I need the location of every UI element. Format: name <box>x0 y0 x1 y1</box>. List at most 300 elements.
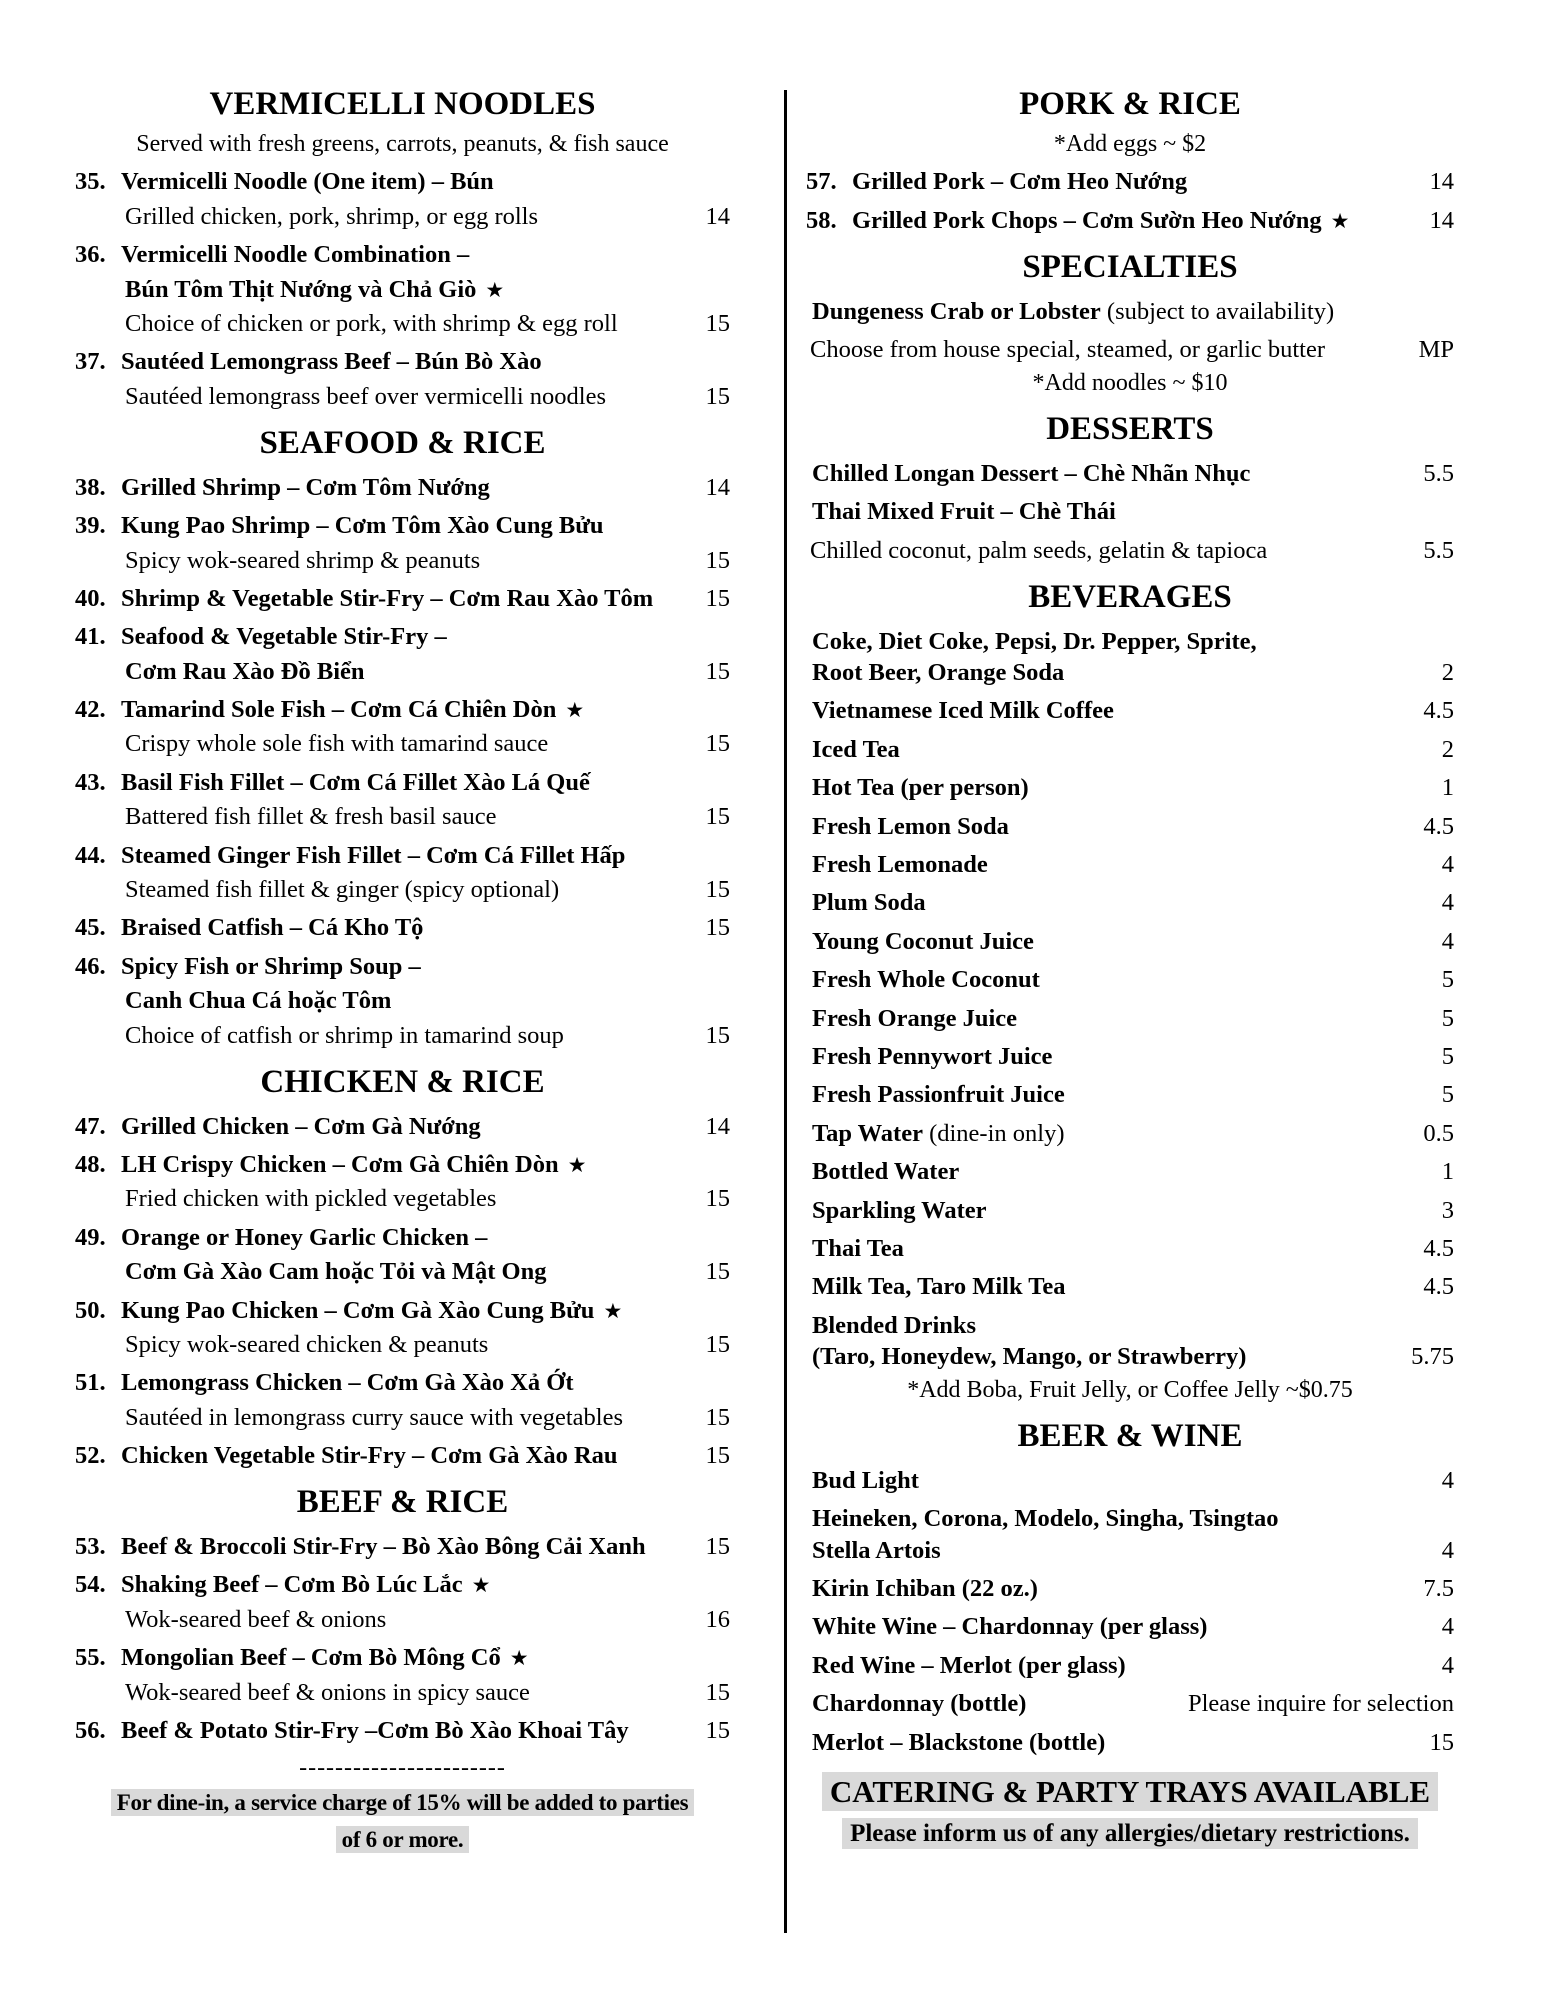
item-text <box>812 1234 904 1263</box>
item-title: Cơm Rau Xào Đồ Biển <box>125 657 365 685</box>
item-text <box>125 986 391 1015</box>
item-price: 0.5 <box>1423 1119 1454 1147</box>
menu-item-row <box>806 497 1454 526</box>
section-note: Served with fresh greens, carrots, peanuts, & fish sauce <box>136 130 669 157</box>
item-text <box>812 459 1250 488</box>
allergies-note <box>806 1819 1454 1849</box>
item-price: 15 <box>705 584 730 612</box>
item-price: 1 <box>1441 1158 1454 1186</box>
menu-item-description-row <box>75 309 730 338</box>
item-text <box>125 546 480 575</box>
item-price: 15 <box>705 803 730 831</box>
item-text <box>125 1021 564 1050</box>
item-title: Kung Pao Shrimp – Cơm Tôm Xào Cung Bửu <box>121 512 604 540</box>
menu-item-row <box>806 773 1454 802</box>
highlight-text: Please inform us of any allergies/dietary restrictions. <box>842 1818 1418 1849</box>
item-price: 4 <box>1441 1651 1454 1679</box>
menu-item-row <box>806 1651 1454 1680</box>
section-header: DESSERTS <box>1046 411 1214 448</box>
item-text <box>121 768 590 797</box>
item-description: Wok-seared beef & onions in spicy sauce <box>125 1678 530 1706</box>
menu-item-row <box>75 841 730 870</box>
item-price: 4.5 <box>1423 1273 1454 1301</box>
item-title: Bún Tôm Thịt Nướng và Chả Giò <box>125 275 477 303</box>
catering-banner <box>806 1773 1454 1810</box>
item-text <box>121 841 625 870</box>
item-title: Tamarind Sole Fish – Cơm Cá Chiên Dòn <box>121 696 557 724</box>
menu-item-row <box>806 888 1454 917</box>
menu-item-row <box>806 1311 1454 1340</box>
item-number: 55. <box>75 1644 106 1672</box>
item-title: Vietnamese Iced Milk Coffee <box>812 697 1114 725</box>
item-title: Coke, Diet Coke, Pepsi, Dr. Pepper, Sprite, <box>812 627 1257 655</box>
item-title: Shrimp & Vegetable Stir-Fry – Cơm Rau Xào Tôm <box>121 584 654 612</box>
item-text <box>812 1272 1065 1301</box>
item-text <box>812 627 1257 656</box>
menu-item-row <box>75 1643 730 1672</box>
item-text <box>125 1605 386 1634</box>
menu-item-description-row <box>75 802 730 831</box>
item-price: 4 <box>1441 889 1454 917</box>
menu-column-left <box>75 72 730 1856</box>
menu-item-row <box>806 167 1454 196</box>
section-header: BEEF & RICE <box>296 1484 509 1521</box>
item-text <box>125 1184 496 1213</box>
item-price: 4 <box>1441 1613 1454 1641</box>
menu-item-row <box>75 240 730 269</box>
menu-item-row <box>806 1689 1454 1718</box>
menu-item-row <box>806 735 1454 764</box>
item-title: Fresh Lemonade <box>812 851 988 879</box>
item-text <box>121 1441 618 1470</box>
item-text <box>121 1296 594 1325</box>
item-title: Kung Pao Chicken – Cơm Gà Xào Cung Bửu <box>121 1296 595 1324</box>
item-price: 4 <box>1441 927 1454 955</box>
item-title: Grilled Pork – Cơm Heo Nướng <box>852 168 1188 196</box>
item-number: 46. <box>75 952 106 980</box>
item-title: Fresh Whole Coconut <box>812 966 1040 994</box>
menu-item-row <box>75 695 730 724</box>
item-description: Wok-seared beef & onions <box>125 1605 387 1633</box>
section-header: BEER & WINE <box>1017 1418 1243 1455</box>
menu-item-row <box>75 1150 730 1179</box>
item-text <box>812 297 1334 326</box>
item-number: 48. <box>75 1150 106 1178</box>
item-title: Kirin Ichiban (22 oz.) <box>812 1575 1038 1603</box>
item-title: Canh Chua Cá hoặc Tôm <box>125 987 392 1015</box>
item-title: Steamed Ginger Fish Fillet – Cơm Cá Fillet Hấp <box>121 841 626 869</box>
item-price: 14 <box>705 473 730 501</box>
menu-item-description-row <box>806 335 1454 364</box>
menu-item-description-row <box>75 1403 730 1432</box>
menu-item-description-row <box>75 875 730 904</box>
item-price: 4.5 <box>1423 697 1454 725</box>
item-title: Spicy Fish or Shrimp Soup – <box>121 952 421 980</box>
menu-item-row <box>806 1196 1454 1225</box>
item-text <box>121 1223 487 1252</box>
item-price: 14 <box>1429 168 1454 196</box>
item-text <box>121 473 490 502</box>
item-title: Grilled Chicken – Cơm Gà Nướng <box>121 1112 481 1140</box>
item-text <box>812 1536 941 1565</box>
item-number: 57. <box>806 168 837 196</box>
item-description: Battered fish fillet & fresh basil sauce <box>125 803 497 831</box>
item-title: Stella Artois <box>812 1536 941 1564</box>
item-text <box>812 1612 1207 1641</box>
item-number: 53. <box>75 1533 106 1561</box>
section-header: SEAFOOD & RICE <box>259 425 546 462</box>
item-text <box>121 1368 574 1397</box>
item-number: 38. <box>75 473 106 501</box>
menu-item-description-row <box>75 1605 730 1634</box>
item-price: 5 <box>1441 966 1454 994</box>
item-text <box>121 952 421 981</box>
item-price: 15 <box>705 914 730 942</box>
item-price: 15 <box>705 1185 730 1213</box>
menu-item-row <box>806 658 1454 687</box>
item-price: 3 <box>1441 1196 1454 1224</box>
item-description: Spicy wok-seared chicken & peanuts <box>125 1330 489 1358</box>
menu-item-row <box>806 812 1454 841</box>
menu-item-row <box>806 206 1454 235</box>
item-title: Fresh Orange Juice <box>812 1004 1018 1032</box>
menu-item-row <box>806 965 1454 994</box>
menu-item-row <box>806 1466 1454 1495</box>
item-title: Bud Light <box>812 1466 919 1494</box>
item-number: 36. <box>75 241 106 269</box>
menu-item-row <box>75 167 730 196</box>
item-title: Chardonnay (bottle) <box>812 1690 1027 1718</box>
item-title: Plum Soda <box>812 889 926 917</box>
menu-item-row <box>806 850 1454 879</box>
item-title: Chilled Longan Dessert – Chè Nhãn Nhục <box>812 459 1251 487</box>
item-text <box>812 735 900 764</box>
item-description: Fried chicken with pickled vegetables <box>125 1185 497 1213</box>
item-title: Chicken Vegetable Stir-Fry – Cơm Gà Xào Rau <box>121 1442 618 1470</box>
price-note: Please inquire for selection <box>1187 1690 1454 1718</box>
item-text <box>812 1466 919 1495</box>
item-price: 5.5 <box>1423 536 1454 564</box>
item-text <box>125 802 496 831</box>
item-price: MP <box>1418 336 1454 364</box>
item-text <box>121 1716 629 1745</box>
item-text <box>810 536 1267 565</box>
item-price: 15 <box>705 1717 730 1745</box>
item-text <box>121 622 447 651</box>
item-number: 44. <box>75 841 106 869</box>
item-price: 15 <box>705 309 730 337</box>
item-description: Crispy whole sole fish with tamarind sauce <box>125 730 549 758</box>
item-text <box>121 584 653 613</box>
menu-item-description-row <box>75 1678 730 1707</box>
menu-item-row <box>806 927 1454 956</box>
menu-item-row <box>75 768 730 797</box>
item-text <box>121 1532 646 1561</box>
item-price: 4 <box>1441 851 1454 879</box>
item-price: 15 <box>705 1403 730 1431</box>
menu-item-row <box>806 1728 1454 1757</box>
menu-item-row <box>75 347 730 376</box>
item-price: 5.5 <box>1423 459 1454 487</box>
item-text <box>812 1157 959 1186</box>
menu-item-row <box>806 1536 1454 1565</box>
item-title: Beef & Broccoli Stir-Fry – Bò Xào Bông Cải Xanh <box>121 1533 646 1561</box>
item-price: 7.5 <box>1423 1575 1454 1603</box>
item-number: 50. <box>75 1296 106 1324</box>
item-title: White Wine – Chardonnay (per glass) <box>812 1613 1208 1641</box>
item-number: 45. <box>75 914 106 942</box>
item-title: Braised Catfish – Cá Kho Tộ <box>121 914 424 942</box>
section-header: PORK & RICE <box>1019 86 1241 122</box>
item-text <box>812 1574 1038 1603</box>
item-description: Grilled chicken, pork, shrimp, or egg rolls <box>125 202 539 230</box>
menu-item-row <box>75 511 730 540</box>
menu-item-description-row <box>75 382 730 411</box>
item-text <box>812 850 988 879</box>
menu-item-row <box>806 627 1454 656</box>
service-charge-line <box>75 1786 730 1819</box>
item-title: Mongolian Beef – Cơm Bò Mông Cổ <box>121 1644 501 1672</box>
section-header: VERMICELLI NOODLES <box>209 86 596 122</box>
item-text <box>121 695 556 724</box>
menu-item-row <box>806 1234 1454 1263</box>
item-text <box>812 965 1040 994</box>
menu-item-row <box>75 1532 730 1561</box>
item-text <box>125 202 538 231</box>
item-text <box>852 167 1187 196</box>
item-title: Sautéed Lemongrass Beef – Bún Bò Xào <box>121 348 542 376</box>
item-text <box>125 1678 530 1707</box>
item-text <box>812 1004 1017 1033</box>
item-text <box>121 240 469 269</box>
item-text <box>121 1570 463 1599</box>
item-price: 5.75 <box>1411 1343 1454 1371</box>
star-icon: ★ <box>603 1298 623 1323</box>
section-header: BEVERAGES <box>1028 579 1232 616</box>
item-title: Bottled Water <box>812 1158 960 1186</box>
item-text <box>121 1643 501 1672</box>
item-title: Root Beer, Orange Soda <box>812 659 1065 687</box>
item-price: 15 <box>705 1678 730 1706</box>
item-title: Orange or Honey Garlic Chicken – <box>121 1223 488 1251</box>
item-text <box>121 347 542 376</box>
item-title: Grilled Pork Chops – Cơm Sườn Heo Nướng <box>852 206 1322 234</box>
menu-item-row <box>75 1112 730 1141</box>
section-header: SPECIALTIES <box>1022 249 1238 286</box>
item-number: 41. <box>75 623 106 651</box>
item-text <box>125 875 559 904</box>
item-title: Thai Tea <box>812 1234 904 1262</box>
item-price: 4.5 <box>1423 812 1454 840</box>
item-text <box>810 335 1325 364</box>
item-title: Dungeness Crab or Lobster <box>812 297 1101 325</box>
highlight-text: CATERING & PARTY TRAYS AVAILABLE <box>822 1772 1438 1811</box>
item-price: 15 <box>705 546 730 574</box>
menu-item-row <box>75 1441 730 1470</box>
item-number: 42. <box>75 696 106 724</box>
highlight-text: of 6 or more. <box>336 1826 470 1853</box>
item-title: LH Crispy Chicken – Cơm Gà Chiên Dòn <box>121 1150 559 1178</box>
item-title: Basil Fish Fillet – Cơm Cá Fillet Xào Lá Quế <box>121 768 590 796</box>
star-icon: ★ <box>1330 208 1350 233</box>
menu-item-description-row <box>75 1184 730 1213</box>
menu-item-description-row <box>75 1330 730 1359</box>
item-text <box>125 275 476 304</box>
item-description: Choice of chicken or pork, with shrimp & egg roll <box>125 309 618 337</box>
item-title: Lemongrass Chicken – Cơm Gà Xào Xả Ớt <box>121 1369 574 1397</box>
highlight-text: For dine-in, a service charge of 15% will be added to parties <box>111 1789 695 1816</box>
menu-item-row <box>806 1342 1454 1371</box>
item-text <box>812 1080 1065 1109</box>
item-title: Iced Tea <box>812 735 900 763</box>
item-text <box>812 1689 1026 1718</box>
item-title: Shaking Beef – Cơm Bò Lúc Lắc <box>121 1571 463 1599</box>
menu-item-row <box>75 622 730 651</box>
item-title: (Taro, Honeydew, Mango, or Strawberry) <box>812 1343 1247 1371</box>
item-price: 1 <box>1441 774 1454 802</box>
item-text <box>125 1257 546 1286</box>
menu-item-row <box>806 297 1454 326</box>
menu-item-row <box>806 1504 1454 1533</box>
item-title: Red Wine – Merlot (per glass) <box>812 1651 1126 1679</box>
menu-item-row <box>75 1716 730 1745</box>
item-text <box>121 511 604 540</box>
item-text <box>125 657 365 686</box>
item-title: Milk Tea, Taro Milk Tea <box>812 1273 1066 1301</box>
item-qualifier: (dine-in only) <box>922 1119 1065 1147</box>
menu-item-row <box>806 1612 1454 1641</box>
item-price: 4 <box>1441 1536 1454 1564</box>
service-charge-note <box>75 1786 730 1856</box>
menu-item-row <box>806 696 1454 725</box>
item-title: Fresh Lemon Soda <box>812 812 1009 840</box>
item-number: 35. <box>75 168 106 196</box>
item-price: 16 <box>705 1605 730 1633</box>
item-price: 15 <box>705 382 730 410</box>
section-note: *Add Boba, Fruit Jelly, or Coffee Jelly ~$0.75 <box>907 1376 1353 1403</box>
item-text <box>852 206 1322 235</box>
menu-item-row <box>75 1296 730 1325</box>
item-text <box>125 382 606 411</box>
menu-item-row <box>75 1368 730 1397</box>
item-price: 15 <box>705 657 730 685</box>
menu-item-subtitle-row <box>75 986 730 1015</box>
menu-item-row <box>75 1223 730 1252</box>
menu-item-row <box>806 1080 1454 1109</box>
item-title: Thai Mixed Fruit – Chè Thái <box>812 498 1116 526</box>
menu-item-subtitle-row <box>75 1257 730 1286</box>
item-text <box>812 812 1009 841</box>
item-text <box>812 658 1064 687</box>
menu-item-subtitle-row <box>75 275 730 304</box>
item-text <box>121 1112 481 1141</box>
item-text <box>812 1342 1246 1371</box>
item-number: 56. <box>75 1717 106 1745</box>
menu-item-row <box>806 459 1454 488</box>
item-title: Blended Drinks <box>812 1311 977 1339</box>
item-text <box>812 1196 986 1225</box>
item-text <box>812 1119 1065 1148</box>
menu-item-row <box>806 1004 1454 1033</box>
item-text <box>812 927 1034 956</box>
item-title: Tap Water <box>812 1119 923 1147</box>
item-title: Vermicelli Noodle Combination – <box>121 241 470 269</box>
star-icon: ★ <box>485 277 505 302</box>
item-number: 49. <box>75 1223 106 1251</box>
star-icon: ★ <box>471 1573 491 1598</box>
menu-item-description-row <box>75 202 730 231</box>
item-title: Cơm Gà Xào Cam hoặc Tỏi và Mật Ong <box>125 1258 547 1286</box>
item-title: Merlot – Blackstone (bottle) <box>812 1728 1106 1756</box>
item-text <box>812 696 1114 725</box>
menu-item-description-row <box>75 546 730 575</box>
menu-item-row <box>806 1574 1454 1603</box>
item-title: Seafood & Vegetable Stir-Fry – <box>121 623 447 651</box>
item-price: 15 <box>705 1330 730 1358</box>
item-title: Sparkling Water <box>812 1196 987 1224</box>
item-description: Chilled coconut, palm seeds, gelatin & tapioca <box>810 536 1268 564</box>
section-note: *Add eggs ~ $2 <box>1053 130 1207 157</box>
item-text <box>812 888 926 917</box>
item-price: 14 <box>705 202 730 230</box>
item-description: Steamed fish fillet & ginger (spicy optional) <box>125 876 560 904</box>
item-number: 43. <box>75 768 106 796</box>
item-description: Spicy wok-seared shrimp & peanuts <box>125 546 481 574</box>
item-number: 37. <box>75 348 106 376</box>
menu-item-row <box>75 913 730 942</box>
item-price: 15 <box>705 730 730 758</box>
section-note: *Add noodles ~ $10 <box>1032 369 1228 396</box>
item-text <box>812 1042 1052 1071</box>
item-price: 5 <box>1441 1081 1454 1109</box>
item-price: 15 <box>705 1533 730 1561</box>
item-title: Heineken, Corona, Modelo, Singha, Tsingtao <box>812 1505 1279 1533</box>
star-icon: ★ <box>565 698 585 723</box>
item-text <box>121 167 494 196</box>
item-description: Choose from house special, steamed, or garlic butter <box>810 336 1326 364</box>
menu-item-subtitle-row <box>75 657 730 686</box>
item-number: 54. <box>75 1571 106 1599</box>
item-text <box>121 1150 559 1179</box>
menu-item-row <box>75 584 730 613</box>
menu-item-row <box>75 1570 730 1599</box>
item-number: 58. <box>806 206 837 234</box>
item-text <box>125 729 548 758</box>
item-title: Beef & Potato Stir-Fry –Cơm Bò Xào Khoai Tây <box>121 1717 629 1745</box>
item-number: 40. <box>75 584 106 612</box>
item-number: 39. <box>75 512 106 540</box>
item-text <box>125 309 618 338</box>
item-text <box>812 773 1029 802</box>
item-text <box>812 1504 1279 1533</box>
section-header: CHICKEN & RICE <box>260 1063 545 1100</box>
item-price: 14 <box>705 1112 730 1140</box>
menu-item-row <box>806 1157 1454 1186</box>
item-title: Hot Tea (per person) <box>812 774 1029 802</box>
service-charge-line <box>75 1823 730 1856</box>
item-number: 51. <box>75 1369 106 1397</box>
item-price: 15 <box>705 1442 730 1470</box>
menu-item-row <box>806 1119 1454 1148</box>
item-title: Fresh Passionfruit Juice <box>812 1081 1065 1109</box>
item-price: 14 <box>1429 206 1454 234</box>
menu-item-description-row <box>75 729 730 758</box>
column-divider <box>784 90 787 1933</box>
item-title: Fresh Pennywort Juice <box>812 1043 1053 1070</box>
item-text <box>125 1330 488 1359</box>
item-price: 2 <box>1441 735 1454 763</box>
item-text <box>812 1651 1126 1680</box>
